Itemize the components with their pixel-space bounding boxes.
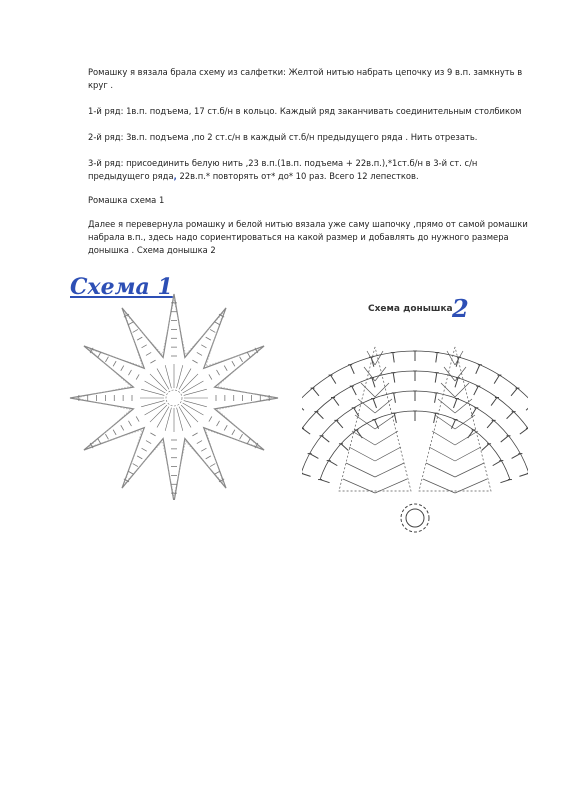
scheme-2-figure <box>302 296 528 540</box>
wedge-stitch <box>355 415 375 429</box>
petal-stitch <box>217 370 220 375</box>
row-arc <box>320 411 510 480</box>
petal-stitch <box>105 434 108 439</box>
petal-stitch <box>136 416 139 421</box>
row-stitch <box>321 436 329 442</box>
petal-stitch <box>232 430 235 435</box>
petal-stitch <box>197 352 202 355</box>
row-arc <box>302 351 528 461</box>
row-stitch <box>526 403 528 410</box>
wedge-stitch <box>432 431 455 445</box>
bottom-paragraph: Далее я перевернула ромашку и белой нитью вязала уже саму шапочку ,прямо от самой ромашки набрала в.п., здесь надо сориентироваться на какой размер и добавлять до нужного размера донышка . Схема донышка 2 <box>88 219 528 255</box>
petal-stitch <box>137 337 142 340</box>
row-stitch <box>512 454 521 459</box>
row-3-text: 3-й ряд: присоединить белую нить ,23 в.п.(1в.п. подъема + 22в.п.),*1ст.б/н в 3-й ст. с/н предыдущего ряда <box>88 158 478 181</box>
row-stitch <box>471 408 476 417</box>
wedge-stitch <box>375 415 395 429</box>
petal-stitch <box>201 345 206 348</box>
petal-stitch <box>247 439 250 444</box>
petal-stitch <box>121 366 124 371</box>
row-stitch <box>313 388 319 396</box>
wedge-stitch <box>455 367 466 381</box>
row-stitch <box>491 397 497 405</box>
center-stitch <box>150 374 167 391</box>
wedge-stitch <box>429 447 455 461</box>
petal-stitch <box>150 433 155 436</box>
wedge-stitch <box>455 383 469 397</box>
petal-stitch <box>224 366 227 371</box>
wedge-stitch <box>352 431 375 445</box>
crown-crochet-chart <box>302 296 528 540</box>
star-petals <box>70 294 278 500</box>
row-stitch <box>394 393 396 403</box>
petal-stitch <box>192 360 197 363</box>
petal-stitch <box>133 329 138 332</box>
row-3-handwritten-mark: , <box>173 171 177 181</box>
row-stitch <box>302 428 310 434</box>
petal-stitch <box>209 416 212 421</box>
row-stitch <box>435 373 437 383</box>
petal-stitch <box>201 448 206 451</box>
center-stitch <box>150 405 167 422</box>
star-outline <box>70 294 278 500</box>
scheme-1-label: Ромашка схема 1 <box>88 195 165 205</box>
petal-stitch <box>128 471 133 474</box>
row-stitch <box>487 420 494 428</box>
row-stitch <box>519 473 528 476</box>
wedge-stitch <box>426 463 455 477</box>
row-stitch <box>520 428 528 434</box>
row-stitch <box>394 413 396 423</box>
petal-stitch <box>215 471 220 474</box>
row-stitch <box>482 444 489 451</box>
petal-stitch <box>113 430 116 435</box>
row-stitch <box>302 403 304 410</box>
petal-stitch <box>197 441 202 444</box>
crown-arc-rows <box>302 351 528 483</box>
row-stitch <box>331 375 336 383</box>
petal-stitch <box>209 374 212 379</box>
star-crochet-chart <box>64 270 284 500</box>
petal-stitch <box>240 434 243 439</box>
wedge-stitch <box>455 463 484 477</box>
row-3-text-end: 22в.п.* повторять от* до* 10 раз. Всего 12 лепестков. <box>176 171 419 181</box>
inner-ring <box>406 509 424 527</box>
row-2-paragraph: 2-й ряд: 3в.п. подъема ,по 2 ст.с/н в каждый ст.б/н предыдущего ряда . Нить отрезать. <box>88 132 478 142</box>
row-stitch <box>493 461 502 466</box>
row-arc <box>302 391 528 473</box>
wedge-stitch <box>375 431 398 445</box>
petal-stitch <box>247 352 250 357</box>
row-stitch <box>352 386 357 395</box>
petal-stitch <box>206 456 211 459</box>
petal-stitch <box>128 322 133 325</box>
row-stitch <box>476 365 480 374</box>
center-stitch <box>181 405 198 422</box>
row-1-paragraph: 1-й ряд: 1в.п. подъема, 17 ст.б/н в кольцо. Каждый ряд заканчивать соединительным столбиком <box>88 106 522 116</box>
row-stitch <box>333 397 339 405</box>
star-center-stitches <box>140 364 208 432</box>
petal-stitch <box>142 345 147 348</box>
scheme-2-title: Схема донышка <box>368 304 453 314</box>
row-stitch <box>329 461 338 466</box>
petal-stitch <box>105 357 108 362</box>
scheme-2-handwritten-number: 2 <box>452 294 469 323</box>
row-stitch <box>511 388 517 396</box>
row-stitch <box>341 444 348 451</box>
wedge-stitch <box>346 463 375 477</box>
intro-paragraph: Ромашку я вязала брала схему из салфетки: Желтой нитью набрать цепочку из 9 в.п. замкнуть в круг . <box>88 67 523 90</box>
row-3-paragraph <box>88 157 528 183</box>
center-stitch <box>181 374 198 391</box>
petal-stitch <box>136 374 139 379</box>
wedge-stitch <box>455 431 478 445</box>
row-stitch <box>435 393 437 403</box>
row-stitch <box>494 375 499 383</box>
wedge-stitch <box>364 367 375 381</box>
petal-stitch <box>128 370 131 375</box>
scheme-1-handwritten-title: Схема 1 <box>70 274 173 300</box>
petal-stitch <box>210 329 215 332</box>
petal-stitch <box>240 357 243 362</box>
row-stitch <box>507 412 514 419</box>
row-stitch <box>453 399 456 408</box>
petal-stitch <box>217 421 220 426</box>
petal-stitch <box>98 439 101 444</box>
row-stitch <box>436 353 437 363</box>
petal-stitch <box>142 448 147 451</box>
petal-stitch <box>215 322 220 325</box>
row-stitch <box>434 413 436 423</box>
wedge-stitch <box>375 383 389 397</box>
wedge-stitch <box>435 415 455 429</box>
petal-stitch <box>133 464 138 467</box>
petal-stitch <box>150 360 155 363</box>
petal-stitch <box>128 421 131 426</box>
petal-stitch <box>146 352 151 355</box>
row-stitch <box>354 408 359 417</box>
petal-stitch <box>210 464 215 467</box>
wedge-stitch <box>375 447 401 461</box>
petal-stitch <box>206 337 211 340</box>
row-stitch <box>316 412 323 419</box>
row-stitch <box>336 420 343 428</box>
crown-starting-ring <box>401 504 429 532</box>
petal-stitch <box>224 425 227 430</box>
row-stitch <box>350 365 354 374</box>
petal-stitch <box>98 352 101 357</box>
wedge-stitch <box>455 415 475 429</box>
petal-stitch <box>146 441 151 444</box>
row-stitch <box>302 473 311 476</box>
starting-chain-ring <box>401 504 429 532</box>
wedge-stitch <box>349 447 375 461</box>
petal-stitch <box>137 456 142 459</box>
petal-stitch <box>192 433 197 436</box>
scheme-1-figure <box>64 270 284 500</box>
row-stitch <box>474 386 479 395</box>
wedge-stitch <box>455 447 481 461</box>
row-stitch <box>393 353 394 363</box>
petal-stitch <box>113 361 116 366</box>
row-stitch <box>501 436 509 442</box>
row-stitch <box>373 399 376 408</box>
petal-stitch <box>232 361 235 366</box>
wedge-stitch <box>375 463 404 477</box>
row-stitch <box>393 373 395 383</box>
petal-stitch <box>121 425 124 430</box>
row-stitch <box>310 454 319 459</box>
center-ring <box>166 390 182 406</box>
